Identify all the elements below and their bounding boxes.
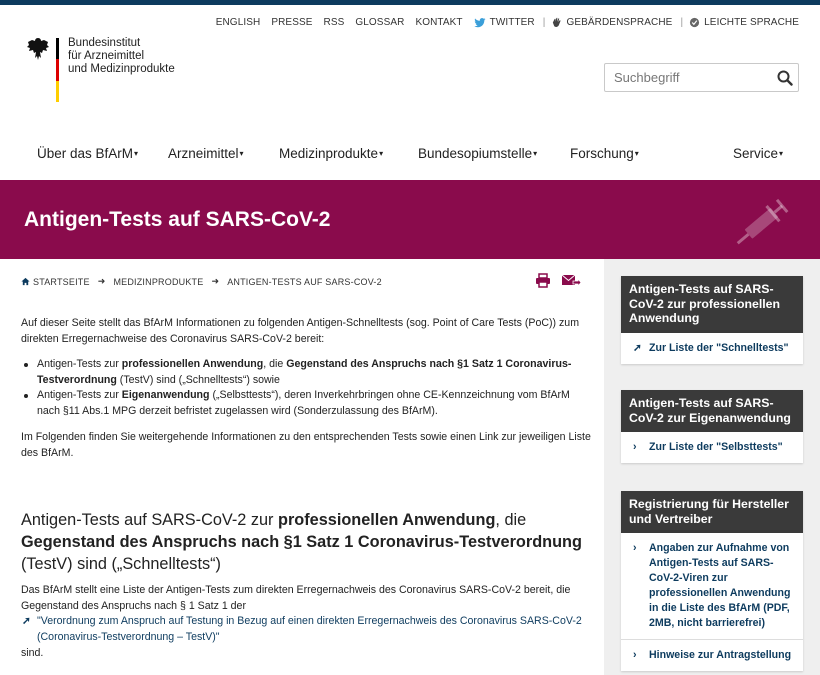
test-type-list	[21, 357, 591, 419]
chevron-right-icon: ›	[633, 649, 637, 661]
german-flag-bar	[56, 38, 59, 102]
nav-medizinprodukte[interactable]	[279, 146, 383, 161]
nav-label: Über das BfArM	[37, 146, 134, 161]
schnelltests-list-link[interactable]	[621, 333, 803, 364]
federal-eagle-icon	[26, 36, 50, 62]
divider: |	[680, 17, 684, 28]
divider: |	[542, 17, 546, 28]
sign-language-icon	[551, 17, 562, 28]
chevron-down-icon: ▾	[634, 149, 639, 158]
org-name-line: und Medizinprodukte	[68, 63, 175, 75]
nav-label: Forschung	[570, 146, 634, 161]
org-name-line: für Arzneimittel	[68, 50, 145, 62]
chevron-down-icon: ▾	[779, 149, 784, 158]
sidebar-box-self	[621, 390, 803, 463]
sidebar-box-title: Antigen-Tests auf SARS-CoV-2 zur professionellen Anwendung	[621, 276, 803, 333]
nav-forschung[interactable]	[570, 146, 639, 161]
breadcrumb-medizinprodukte[interactable]: MEDIZINPRODUKTE	[113, 276, 204, 287]
nav-label: Bundesopiumstelle	[418, 146, 533, 161]
breadcrumb-current: ANTIGEN-TESTS AUF SARS-COV-2	[227, 276, 382, 287]
external-link-icon: ➚	[633, 341, 642, 354]
twitter-label: TWITTER	[489, 17, 535, 28]
mail-forward-icon[interactable]	[561, 273, 581, 293]
breadcrumb-home[interactable]: STARTSEITE	[33, 276, 90, 287]
twitter-link[interactable]	[474, 17, 535, 28]
easy-language-icon	[689, 17, 700, 28]
selbsttests-list-link[interactable]	[621, 432, 803, 463]
hinweise-link[interactable]	[621, 639, 803, 671]
chevron-down-icon: ▾	[379, 149, 384, 158]
home-icon[interactable]	[21, 277, 30, 286]
testv-link-label: "Verordnung zum Anspruch auf Testung in Bezug auf einen direkten Erregernachweis des Coronavirus SARS-CoV-2 (Coronavirus-Testverordnung – TestV)"	[37, 615, 582, 643]
leichte-sprache-label: LEICHTE SPRACHE	[704, 17, 799, 28]
gebaerdensprache-link[interactable]	[551, 17, 672, 28]
chevron-down-icon: ▾	[239, 149, 244, 158]
leichte-sprache-link[interactable]	[689, 17, 799, 28]
glossar-link[interactable]: GLOSSAR	[355, 17, 405, 28]
followup-text: Im Folgenden finden Sie weitergehende Informationen zu den entsprechenden Tests sowie einen Link zur jeweiligen Liste des BfArM.	[21, 431, 591, 459]
intro-text: Auf dieser Seite stellt das BfArM Informationen zu folgenden Antigen-Schnelltests (sog. Point of Care Tests (PoC)) zum direkten Erregernachweise des Coronavirus SARS-CoV-2 bereit:	[21, 317, 580, 345]
link-label: Hinweise zur Antragstellung	[649, 649, 792, 661]
sidebar-box-professional	[621, 276, 803, 364]
presse-link[interactable]: PRESSE	[271, 17, 313, 28]
chevron-right-icon: ›	[633, 542, 637, 554]
twitter-icon	[474, 18, 486, 28]
page-title: Antigen-Tests auf SARS-CoV-2	[24, 208, 331, 231]
nav-service[interactable]	[733, 146, 783, 161]
section-text-end: sind.	[21, 647, 44, 659]
search-input[interactable]: Suchbegriff	[614, 70, 680, 85]
syringe-icon	[728, 192, 798, 252]
print-icon[interactable]	[535, 273, 551, 293]
search-icon[interactable]	[772, 65, 798, 91]
external-link-icon: ➚	[22, 615, 31, 627]
nav-bundesopiumstelle[interactable]	[418, 146, 537, 161]
breadcrumb	[21, 276, 382, 287]
chevron-right-icon: ›	[633, 441, 637, 453]
list-item: Antigen-Tests zur professionellen Anwendung, die Gegenstand des Anspruchs nach §1 Satz 1 Coronavirus-Testverordnung (TestV) sind („Schnelltests“) sowie	[21, 357, 591, 388]
breadcrumb-arrow-icon: ➜	[211, 276, 220, 286]
link-label: Zur Liste der "Selbsttests"	[649, 441, 783, 453]
org-name-line: Bundesinstitut	[68, 37, 141, 49]
nav-label: Medizinprodukte	[279, 146, 379, 161]
list-item: Antigen-Tests zur Eigenanwendung („Selbsttests“), deren Inverkehrbringen ohne CE-Kennzeichnung vom BfArM nach §11 Abs.1 MPG derzeit befristet zugelassen wird (Sonderzulassung des BfArM).	[21, 388, 591, 419]
chevron-down-icon: ▾	[533, 149, 538, 158]
main-nav	[37, 146, 797, 166]
link-label: Zur Liste der "Schnelltests"	[649, 341, 789, 354]
testv-link[interactable]	[21, 614, 591, 645]
page-tools	[535, 273, 591, 293]
top-stripe	[0, 0, 820, 5]
gebaerdensprache-label: GEBÄRDENSPRACHE	[566, 17, 673, 28]
sidebar-box-title: Registrierung für Hersteller und Vertreiber	[621, 491, 803, 533]
main-content	[21, 316, 591, 659]
kontakt-link[interactable]: KONTAKT	[415, 17, 463, 28]
angaben-link[interactable]	[621, 533, 803, 639]
page-banner	[0, 180, 820, 259]
sidebar-box-registration	[621, 491, 803, 671]
nav-label: Service	[733, 146, 779, 161]
nav-ueber-das-bfarm[interactable]	[37, 146, 138, 161]
nav-label: Arzneimittel	[168, 146, 239, 161]
rss-link[interactable]: RSS	[323, 17, 345, 28]
sidebar-box-title: Antigen-Tests auf SARS-CoV-2 zur Eigenanwendung	[621, 390, 803, 432]
link-label: Angaben zur Aufnahme von Antigen-Tests auf SARS-CoV-2-Viren zur professionellen Anwendung in die Liste des BfArM (PDF, 2MB, nicht barrierefrei)	[649, 542, 791, 629]
section-text: Das BfArM stellt eine Liste der Antigen-Tests zum direkten Erregernachweis des Coronavirus SARS-CoV-2 bereit, die Gegenstand des Anspruchs nach § 1 Satz 1 der	[21, 584, 571, 612]
breadcrumb-arrow-icon: ➜	[97, 276, 106, 286]
english-link[interactable]: ENGLISH	[215, 17, 261, 28]
nav-arzneimittel[interactable]	[168, 146, 244, 161]
search-box[interactable]	[604, 63, 799, 92]
section-heading: Antigen-Tests auf SARS-CoV-2 zur professionellen Anwendung, die Gegenstand des Anspruchs nach §1 Satz 1 Coronavirus-Testverordnung (TestV) sind („Schnelltests“)	[21, 511, 582, 573]
org-name	[68, 37, 208, 76]
service-nav	[205, 17, 799, 28]
chevron-down-icon: ▾	[134, 149, 139, 158]
